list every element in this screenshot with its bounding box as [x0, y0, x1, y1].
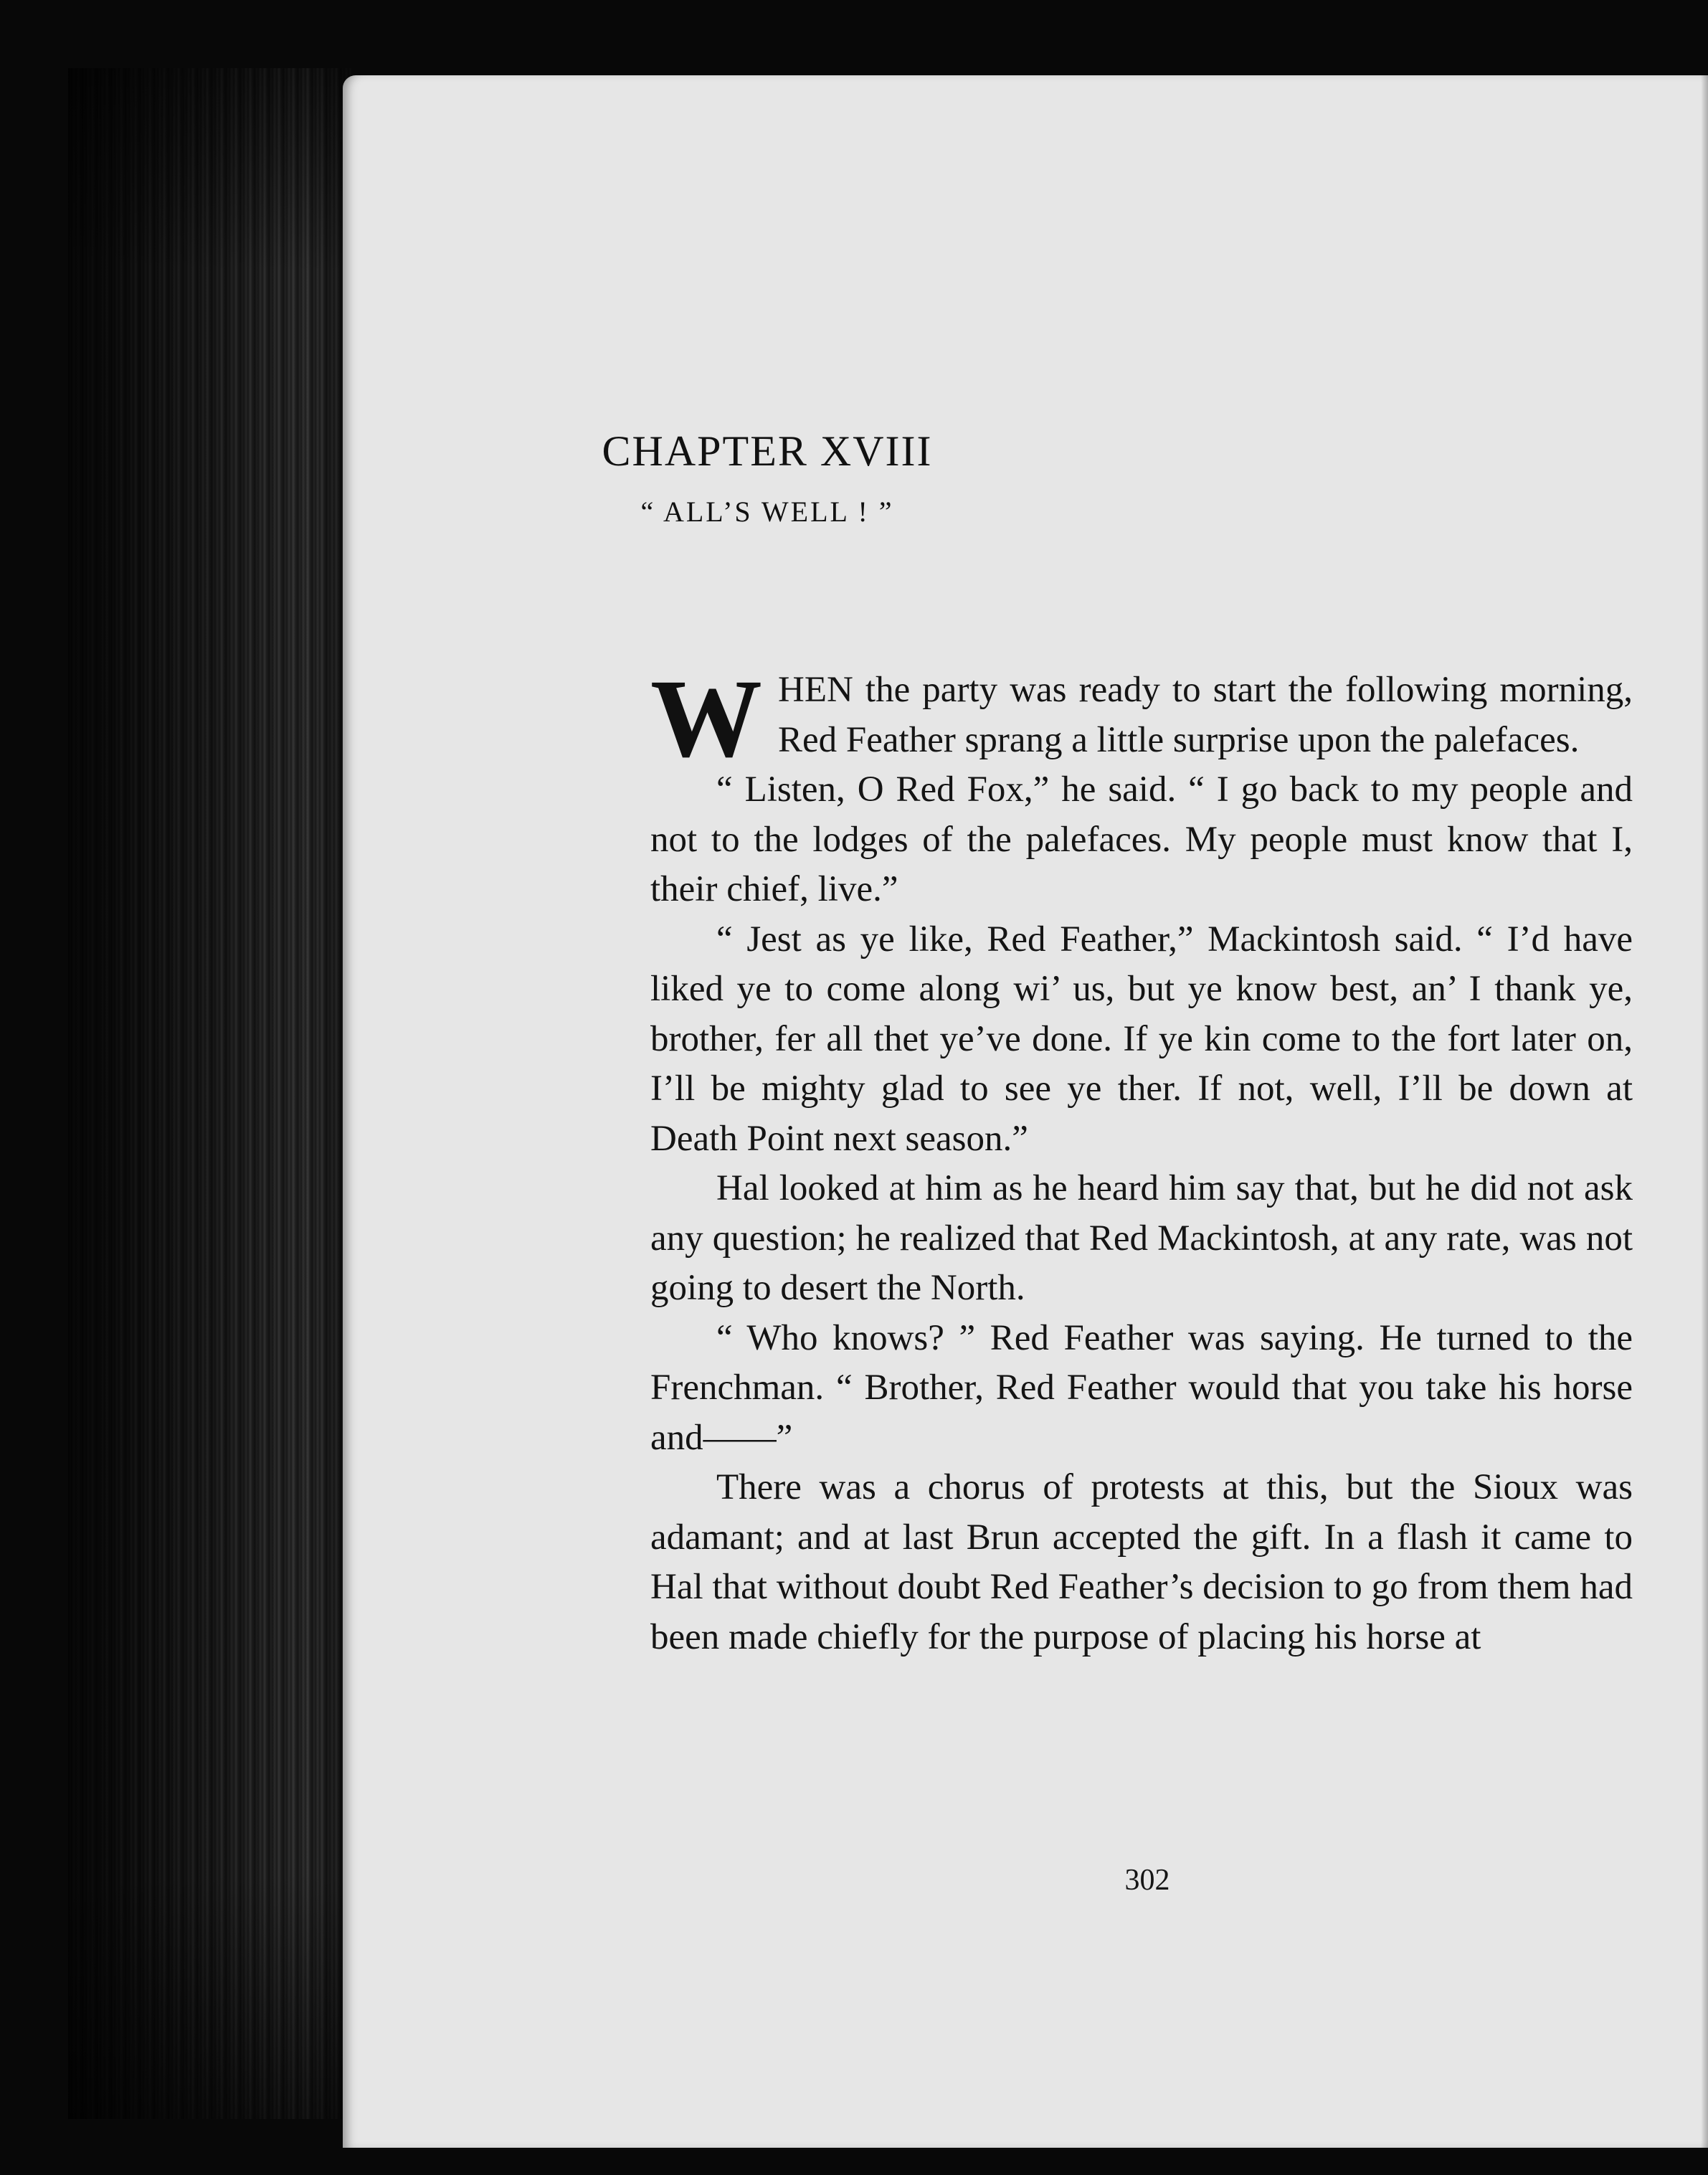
chapter-title: CHAPTER XVIII [602, 427, 933, 475]
paragraph-5: “ Who knows? ” Red Feather was saying. He turned to the Frenchman. “ Brother, Red Feather would that you take his horse and——” [650, 1317, 1633, 1458]
page-number: 302 [1124, 1864, 1170, 1897]
paragraph-4: Hal looked at him as he heard him say that, but he did not ask any question; he realized that Red Mackintosh, at any rate, was not going to desert the North. [650, 1168, 1633, 1308]
paragraph-3: “ Jest as ye like, Red Feather,” Mackintosh said. “ I’d have liked ye to come along wi’ us, but ye know best, an’ I thank ye, brother, fer all thet ye’ve done. If ye kin come to the fort later on, I’ll be mighty glad to see ye ther. If not, well, I’ll be down at Death Point next season.” [650, 919, 1633, 1159]
paragraph-1 [650, 656, 1633, 780]
paragraph-6: There was a chorus of protests at this, but the Sioux was adamant; and at last Brun accepted the gift. In a flash it came to Hal that without doubt Red Feather’s decision to go from them had been made chiefly for the purpose of placing his horse at [650, 1467, 1633, 1657]
paragraph-1-text: HEN the party was ready to start the following morning, Red Feather sprang a little surprise upon the palefaces. [778, 670, 1633, 760]
chapter-subtitle: “ ALL’S WELL ! ” [640, 496, 894, 528]
page-right-shadow [1701, 75, 1708, 2148]
chapter-body-text [650, 656, 1633, 1662]
drop-cap: W [650, 656, 762, 780]
paragraph-2: “ Listen, O Red Fox,” he said. “ I go back to my people and not to the lodges of the palefaces. My people must know that I, their chief, live.” [650, 769, 1633, 909]
book-page-edges [68, 68, 351, 2119]
